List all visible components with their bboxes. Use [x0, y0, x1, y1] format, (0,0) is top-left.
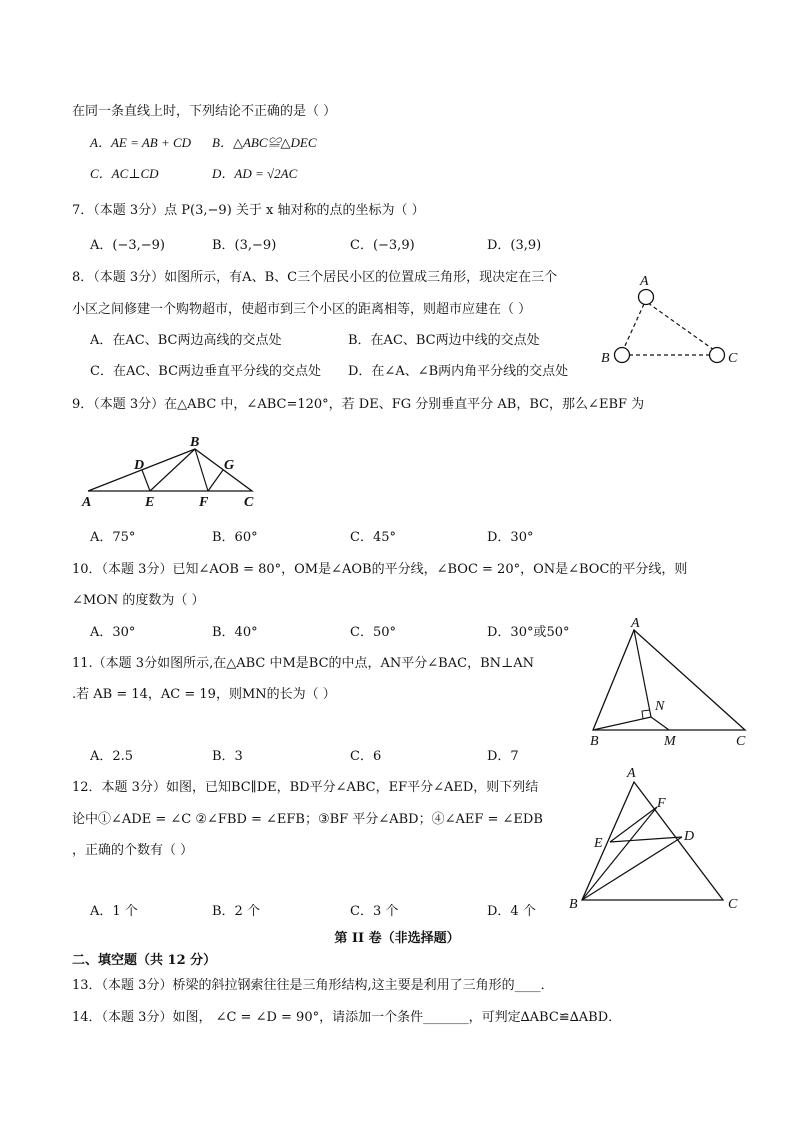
q9-label-c: C: [244, 495, 254, 510]
q7-option-d[interactable]: D．(3,9): [487, 238, 542, 253]
q11-line-mn: [651, 717, 669, 730]
q7-option-c[interactable]: C．(−3,9): [350, 238, 415, 253]
q9-figure: [80, 434, 270, 514]
q8-option-b[interactable]: B．在AC、BC两边中线的交点处: [348, 333, 540, 348]
q6-option-a[interactable]: A．AE = AB + CD: [90, 135, 192, 150]
q9-label-e: E: [145, 495, 155, 510]
q11-triangle: [593, 630, 745, 730]
q7-option-a[interactable]: A．(−3,−9): [90, 238, 165, 253]
q8-point-b: [615, 348, 630, 363]
q10-stem-line1: 10．（本题 3分）已知∠AOB = 80°，OM是∠AOB的平分线，∠BOC = 20°，ON是∠BOC的平分线，则: [72, 562, 688, 577]
q12-stem-line1: 12．本题 3分）如图，已知BC∥DE，BD平分∠ABC，EF平分∠AED，则下列结: [72, 780, 539, 795]
q12-option-a[interactable]: A．1 个: [90, 904, 138, 919]
q9-label-a: A: [82, 495, 92, 510]
q11-stem-line2: .若 AB = 14，AC = 19，则MN的长为（ ）: [72, 687, 336, 702]
q12-figure: [565, 762, 750, 912]
q11-label-b: B: [590, 734, 599, 749]
q11-line-bn: [593, 717, 651, 730]
q8-stem-line1: 8．（本题 3分）如图所示，有A、B、C三个居民小区的位置成三角形，现决定在三个: [72, 270, 558, 285]
q14-text: 14．（本题 3分）如图， ∠C = ∠D = 90°，请添加一个条件_______，可判定∆ABC≌∆ABD．: [72, 1010, 622, 1025]
q10-option-c[interactable]: C．50°: [350, 625, 396, 640]
q12-option-c[interactable]: C．3 个: [350, 904, 399, 919]
q9-line-fg: [208, 470, 223, 491]
q8-point-c: [710, 348, 725, 363]
q12-line-bf: [582, 807, 657, 900]
q8-figure: [598, 268, 748, 374]
q12-label-a: A: [627, 766, 636, 781]
q11-stem-line1: 11.（本题 3分如图所示,在△ABC 中M是BC的中点，AN平分∠BAC，BN⊥AN: [72, 656, 534, 671]
q11-option-c[interactable]: C．6: [350, 749, 382, 764]
q11-label-a: A: [631, 616, 640, 631]
q8-option-d[interactable]: D．在∠A、∠B两内角平分线的交点处: [348, 364, 569, 379]
q11-option-a[interactable]: A．2.5: [90, 749, 134, 764]
q13-text: 13．（本题 3分）桥梁的斜拉钢索往往是三角形结构,这主要是利用了三角形的____．: [72, 978, 554, 993]
q8-label-b: B: [601, 351, 610, 366]
q9-label-b: B: [190, 435, 200, 450]
q12-label-c: C: [728, 897, 738, 912]
q9-option-d[interactable]: D．30°: [487, 530, 534, 545]
q6-option-c[interactable]: C．AC⊥CD: [90, 166, 159, 181]
q10-stem-line2: ∠MON 的度数为（ ）: [72, 593, 205, 608]
q12-option-b[interactable]: B．2 个: [212, 904, 260, 919]
q7-option-b[interactable]: B．(3,−9): [212, 238, 277, 253]
q6-option-d[interactable]: D．AD = √2AC: [212, 166, 298, 181]
q12-option-d[interactable]: D．4 个: [487, 904, 536, 919]
section2-title: 二、填空题（共 12 分）: [72, 953, 217, 968]
q6-option-b[interactable]: B．△ABC≌△DEC: [212, 135, 317, 150]
q8-option-c[interactable]: C．在AC、BC两边垂直平分线的交点处: [90, 364, 322, 379]
q12-label-d: D: [684, 829, 695, 844]
q12-label-e: E: [594, 836, 603, 851]
q7-stem: 7．（本题 3分）点 P(3,−9) 关于 x 轴对称的点的坐标为（ ）: [72, 203, 425, 218]
q9-stem: 9．（本题 3分）在△ABC 中，∠ABC=120°，若 DE、FG 分别垂直平分 AB，BC，那么∠EBF 为: [72, 397, 645, 412]
q12-label-f: F: [657, 796, 666, 811]
q12-stem-line3: ，正确的个数有（ ）: [72, 843, 194, 858]
q12-stem-line2: 论中①∠ADE = ∠C ②∠FBD = ∠EFB；③BF 平分∠ABD；④∠AEF = ∠EDB: [72, 812, 543, 827]
q8-point-a: [639, 290, 654, 305]
q12-label-b: B: [569, 897, 578, 912]
q8-label-a: A: [640, 274, 649, 289]
q8-edge-ab: [624, 304, 644, 348]
q12-line-ed: [610, 837, 682, 842]
part2-title: 第 II 卷（非选择题）: [334, 931, 460, 946]
q8-edge-ac: [648, 303, 714, 350]
q12-triangle: [582, 782, 723, 900]
q9-option-b[interactable]: B．60°: [212, 530, 258, 545]
q9-label-f: F: [199, 495, 209, 510]
q6-stem: 在同一条直线上时，下列结论不正确的是（ ）: [72, 104, 337, 119]
q11-label-m: M: [664, 734, 676, 749]
q9-option-c[interactable]: C．45°: [350, 530, 396, 545]
q9-line-bf: [195, 449, 208, 491]
q9-label-d: D: [134, 458, 145, 473]
q8-option-a[interactable]: A．在AC、BC两边高线的交点处: [90, 333, 282, 348]
q11-option-b[interactable]: B．3: [212, 749, 243, 764]
q10-option-b[interactable]: B．40°: [212, 625, 258, 640]
q11-label-n: N: [655, 699, 665, 714]
q8-stem-line2: 小区之间修建一个购物超市，使超市到三个小区的距离相等，则超市应建在（ ）: [72, 302, 532, 317]
q11-figure: [580, 615, 755, 750]
q10-option-d[interactable]: D．30°或50°: [487, 625, 570, 640]
q9-line-be: [150, 449, 195, 491]
q9-option-a[interactable]: A．75°: [90, 530, 136, 545]
q11-label-c: C: [736, 734, 746, 749]
q10-option-a[interactable]: A．30°: [90, 625, 136, 640]
q8-label-c: C: [728, 351, 738, 366]
q9-label-g: G: [224, 458, 235, 473]
q9-line-de: [142, 470, 150, 491]
q11-option-d[interactable]: D．7: [487, 749, 519, 764]
